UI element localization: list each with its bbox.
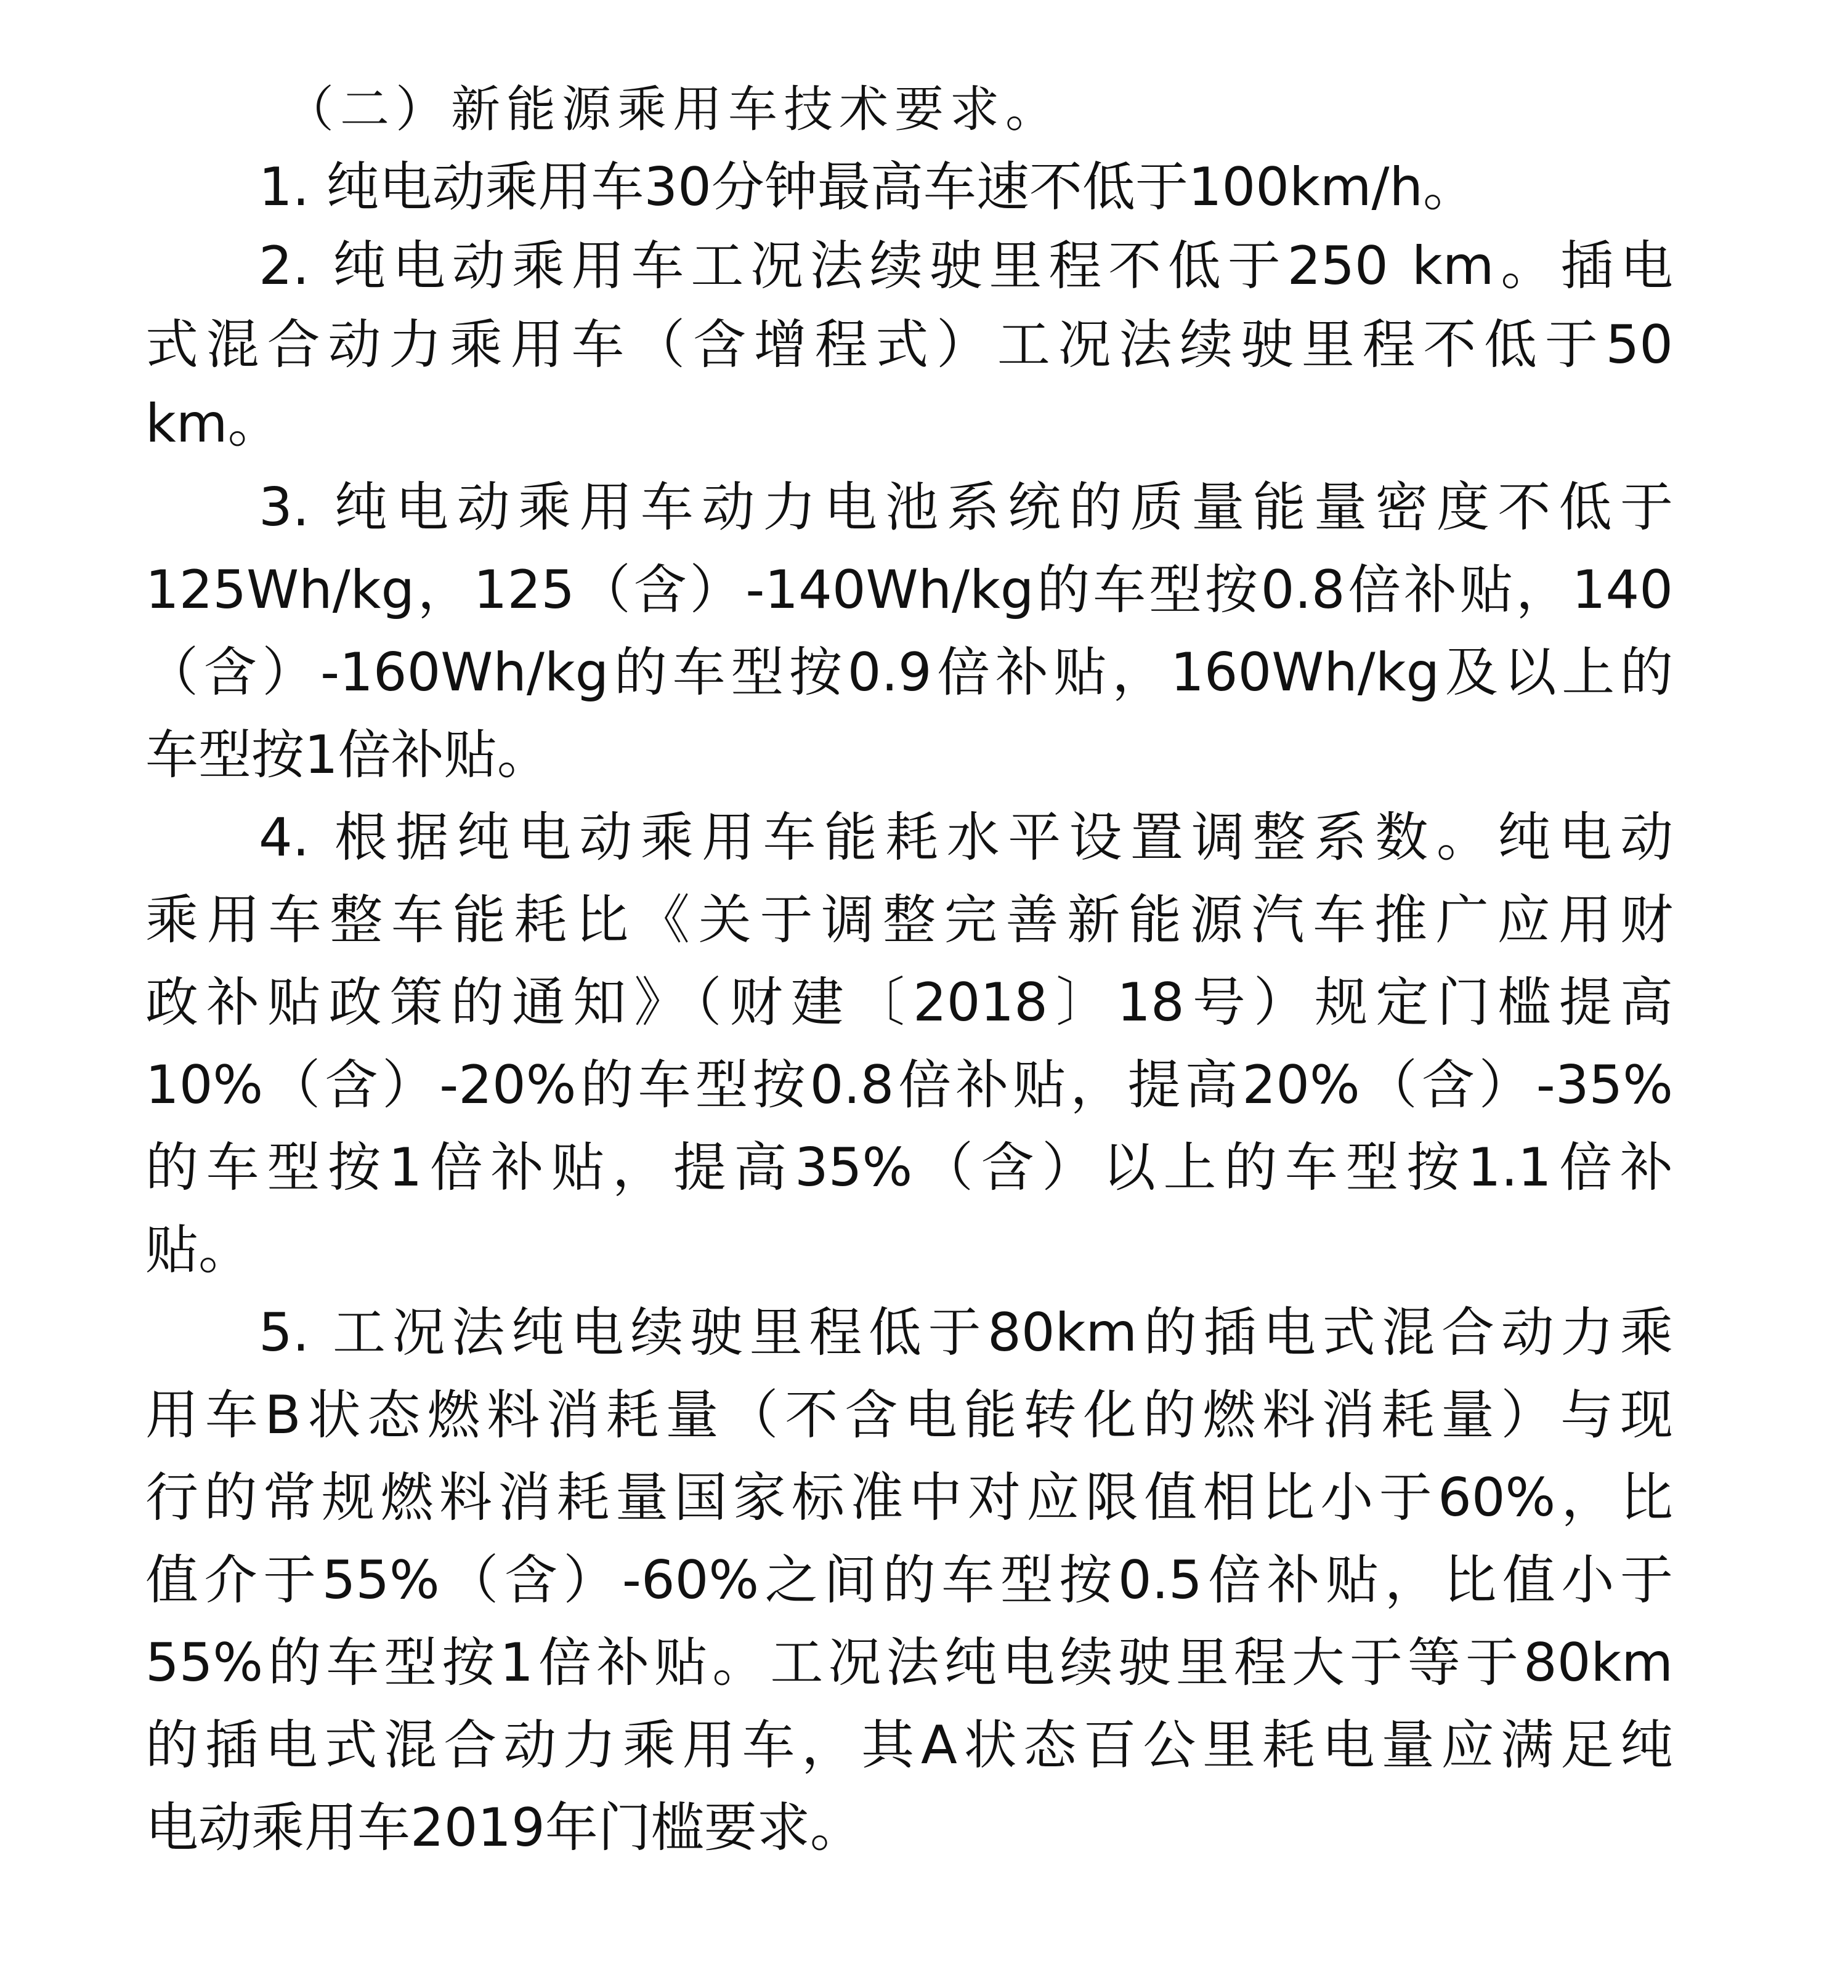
item-5-line-2: 用车B状态燃料消耗量（不含电能转化的燃料消耗量）与现 — [145, 1384, 1673, 1446]
item-5-line-6: 的插电式混合动力乘用车，其A状态百公里耗电量应满足纯 — [145, 1715, 1673, 1776]
item-3-line-2: 125Wh/kg，125（含）-140Wh/kg的车型按0.8倍补贴，140 — [145, 559, 1673, 621]
item-5-line-5: 55%的车型按1倍补贴。工况法纯电续驶里程大于等于80km — [145, 1632, 1673, 1694]
item-4-line-4: 10%（含）-20%的车型按0.8倍补贴，提高20%（含）-35% — [145, 1054, 1673, 1116]
item-5-line-3: 行的常规燃料消耗量国家标准中对应限值相比小于60%，比 — [145, 1467, 1673, 1529]
item-4-line-6: 贴。 — [145, 1219, 251, 1281]
item-5-line-4: 值介于55%（含）-60%之间的车型按0.5倍补贴，比值小于 — [145, 1550, 1673, 1611]
item-5-line-1: 5. 工况法纯电续驶里程低于80km的插电式混合动力乘 — [259, 1302, 1673, 1364]
item-2-line-1: 2. 纯电动乘用车工况法续驶里程不低于250 km。插电 — [259, 235, 1673, 297]
item-3-line-3: （含）-160Wh/kg的车型按0.9倍补贴，160Wh/kg及以上的 — [145, 642, 1673, 703]
item-3-line-4: 车型按1倍补贴。 — [145, 724, 550, 786]
item-4-line-5: 的车型按1倍补贴，提高35%（含）以上的车型按1.1倍补 — [145, 1137, 1673, 1198]
item-2-line-2: 式混合动力乘用车（含增程式）工况法续驶里程不低于50 — [145, 314, 1673, 376]
item-2-line-3: km。 — [145, 393, 281, 455]
item-4-line-2: 乘用车整车能耗比《关于调整完善新能源汽车推广应用财 — [145, 889, 1673, 951]
item-1-line: 1. 纯电动乘用车30分钟最高车速不低于100km/h。 — [259, 156, 1477, 218]
item-3-line-1: 3. 纯电动乘用车动力电池系统的质量能量密度不低于 — [259, 477, 1673, 538]
section-heading: （二）新能源乘用车技术要求。 — [285, 81, 1061, 138]
item-4-line-1: 4. 根据纯电动乘用车能耗水平设置调整系数。纯电动 — [259, 807, 1673, 868]
item-5-line-7: 电动乘用车2019年门槛要求。 — [145, 1797, 863, 1859]
item-4-line-3: 政补贴政策的通知》（财建〔2018〕18号）规定门槛提高 — [145, 972, 1673, 1033]
